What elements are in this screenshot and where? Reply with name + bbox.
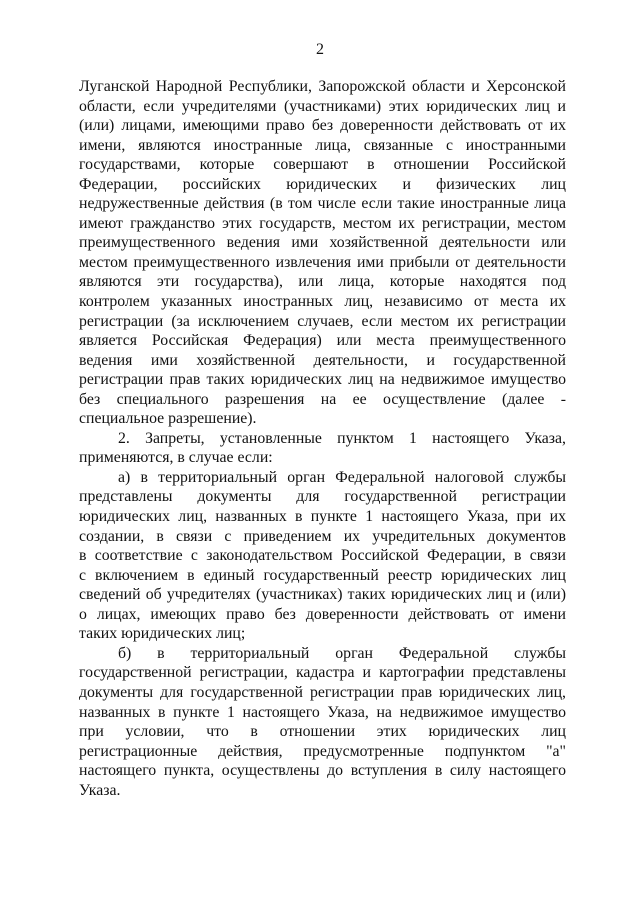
text-line: создании, в связи с приведением их учредительных документов [79,527,566,545]
text-line: таких юридических лиц; [79,625,246,643]
text-line: ведения ими хозяйственной деятельности, и государственной [79,351,566,369]
text-line: Луганской Народной Республики, Запорожской области и Херсонской [79,78,566,95]
text-line: б) в территориальный орган Федеральной службы [118,644,566,662]
text-line: являются эти государства), или лица, которые находятся под [79,273,566,291]
text-line: а) в территориальный орган Федеральной налоговой службы [118,468,566,486]
text-line: с включением в единый государственный реестр юридических лиц [79,566,566,584]
text-line: государствами, которые совершают в отношении Российской [79,156,566,174]
text-line: о лицах, имеющих право без доверенности действовать от имени [79,605,566,623]
text-line: местом преимущественного извлечения ими прибыли от деятельности [79,253,566,271]
text-line: (или) лицами, имеющими право без доверенности действовать от их [79,117,566,135]
text-line: преимущественного ведения ими хозяйственной деятельности или [79,234,566,252]
document-body [79,77,566,800]
text-line: государственной регистрации, кадастра и картографии представлены [79,664,566,682]
text-line: Указа. [79,781,121,799]
text-line: является Российская Федерация) или места преимущественного [79,332,566,350]
text-line: регистрационные действия, предусмотренные подпунктом "а" [79,742,566,760]
text-line: регистрации (за исключением случаев, если местом их регистрации [79,312,566,330]
text-line: документы для государственной регистрации прав юридических лиц, [79,683,566,701]
text-line: представлены документы для государственной регистрации [79,488,566,506]
text-line: 2. Запреты, установленные пунктом 1 настоящего Указа, [118,429,566,447]
page-number: 2 [316,41,324,58]
text-line: названных в пункте 1 настоящего Указа, на недвижимое имущество [79,703,566,721]
text-line: настоящего пункта, осуществлены до вступления в силу настоящего [79,762,566,780]
text-line: при условии, что в отношении этих юридических лиц [79,723,566,741]
text-line: сведений об учредителях (участниках) таких юридических лиц и (или) [79,586,566,604]
text-line: без специального разрешения на ее осуществление (далее - [79,390,566,408]
text-line: недружественные действия (в том числе если такие иностранные лица [79,195,566,213]
text-line: специальное разрешение). [79,410,257,428]
text-line: Федерации, российских юридических и физических лиц [79,175,566,193]
text-line: применяются, в случае если: [79,449,273,467]
text-line: имеют гражданство этих государств, местом их регистрации, местом [79,214,566,232]
text-line: контролем указанных иностранных лиц, независимо от места их [79,293,566,311]
text-line: в соответствие с законодательством Российской Федерации, в связи [79,547,566,565]
text-line: имени, являются иностранные лица, связанные с иностранными [79,136,566,154]
text-line: юридических лиц, названных в пункте 1 настоящего Указа, при их [79,508,566,526]
text-line: регистрации прав таких юридических лиц на недвижимое имущество [79,371,566,389]
text-line: области, если учредителями (участниками) этих юридических лиц и [79,97,566,115]
